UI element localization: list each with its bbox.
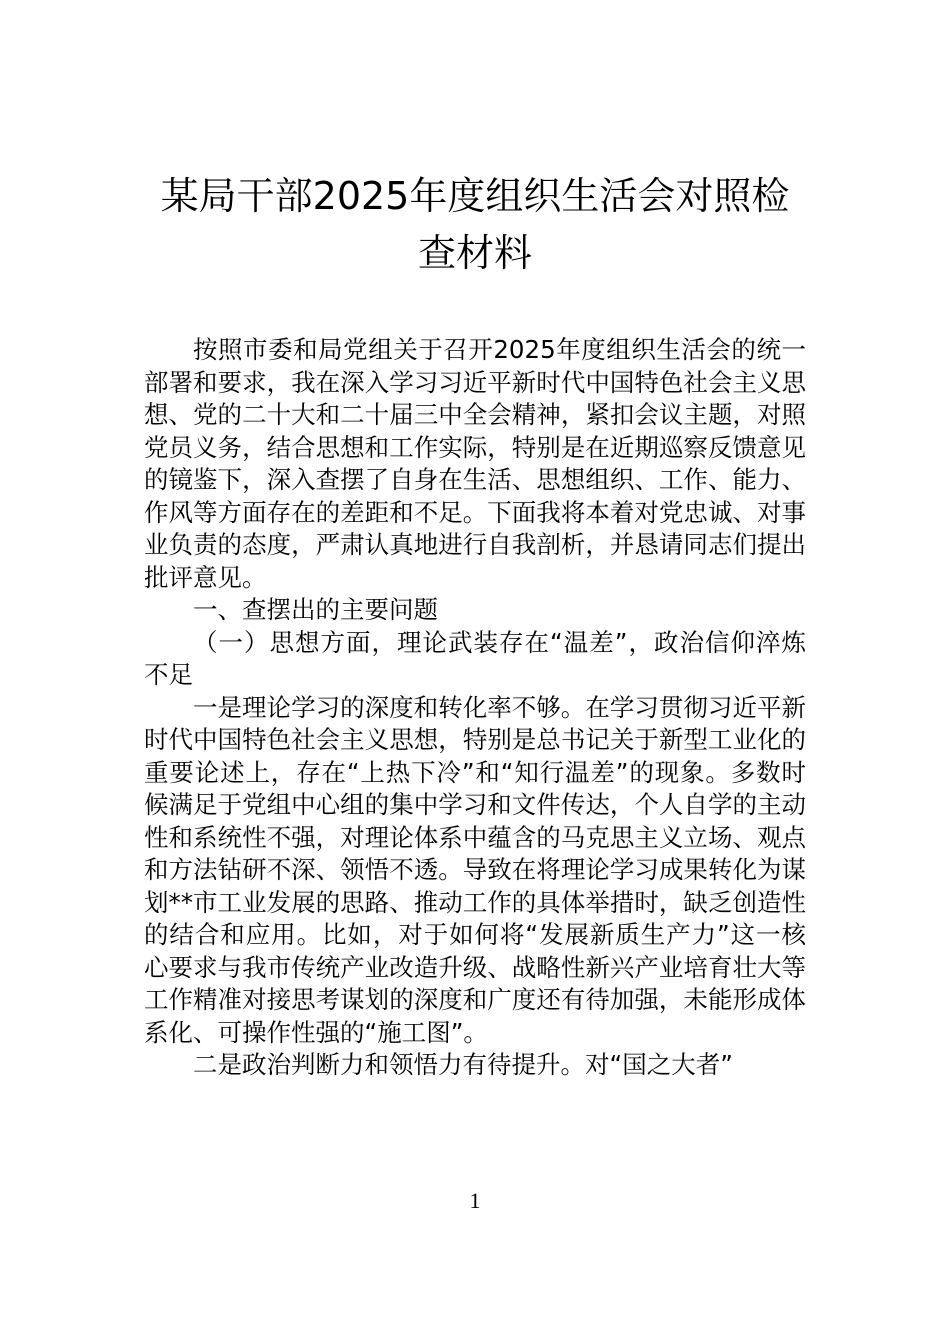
document-body xyxy=(144,334,806,1082)
document-title: 某局干部2025年度组织生活会对照检查材料 xyxy=(160,174,790,275)
subsection-heading: （一）思想方面，理论武装存在“温差”，政治信仰淬炼不足 xyxy=(144,627,806,689)
body-paragraph: 二是政治判断力和领悟力有待提升。对“国之大者” xyxy=(193,1050,733,1079)
page-number: 1 xyxy=(469,1188,481,1213)
body-paragraph: 一是理论学习的深度和转化率不够。在学习贯彻习近平新时代中国特色社会主义思想，特别是总书记关于新型工业化的重要论述上，存在“上热下冷”和“知行温差”的现象。多数时候满足于党组中心组的集中学习和文件传达，个人自学的主动性和系统性不强，对理论体系中蕴含的马克思主义立场、观点和方法钻研不深、领悟不透。导致在将理论学习成果转化为谋划**市工业发展的思路、推动工作的具体举措时，缺乏创造性的结合和应用。比如，对于如何将“发展新质生产力”这一核心要求与我市传统产业改造升级、战略性新兴产业培育壮大等工作精准对接思考谋划的深度和广度还有待加强，未能形成体系化、可操作性强的“施工图”。 xyxy=(144,692,806,1047)
section-heading: 一、查摆出的主要问题 xyxy=(193,595,438,624)
intro-paragraph: 按照市委和局党组关于召开2025年度组织生活会的统一部署和要求，我在深入学习习近平新时代中国特色社会主义思想、党的二十大和二十届三中全会精神，紧扣会议主题，对照党员义务，结合思想和工作实际，特别是在近期巡察反馈意见的镜鉴下，深入查摆了自身在生活、思想组织、工作、能力、作风等方面存在的差距和不足。下面我将本着对党忠诚、对事业负责的态度，严肃认真地进行自我剖析，并恳请同志们提出批评意见。 xyxy=(144,335,806,592)
